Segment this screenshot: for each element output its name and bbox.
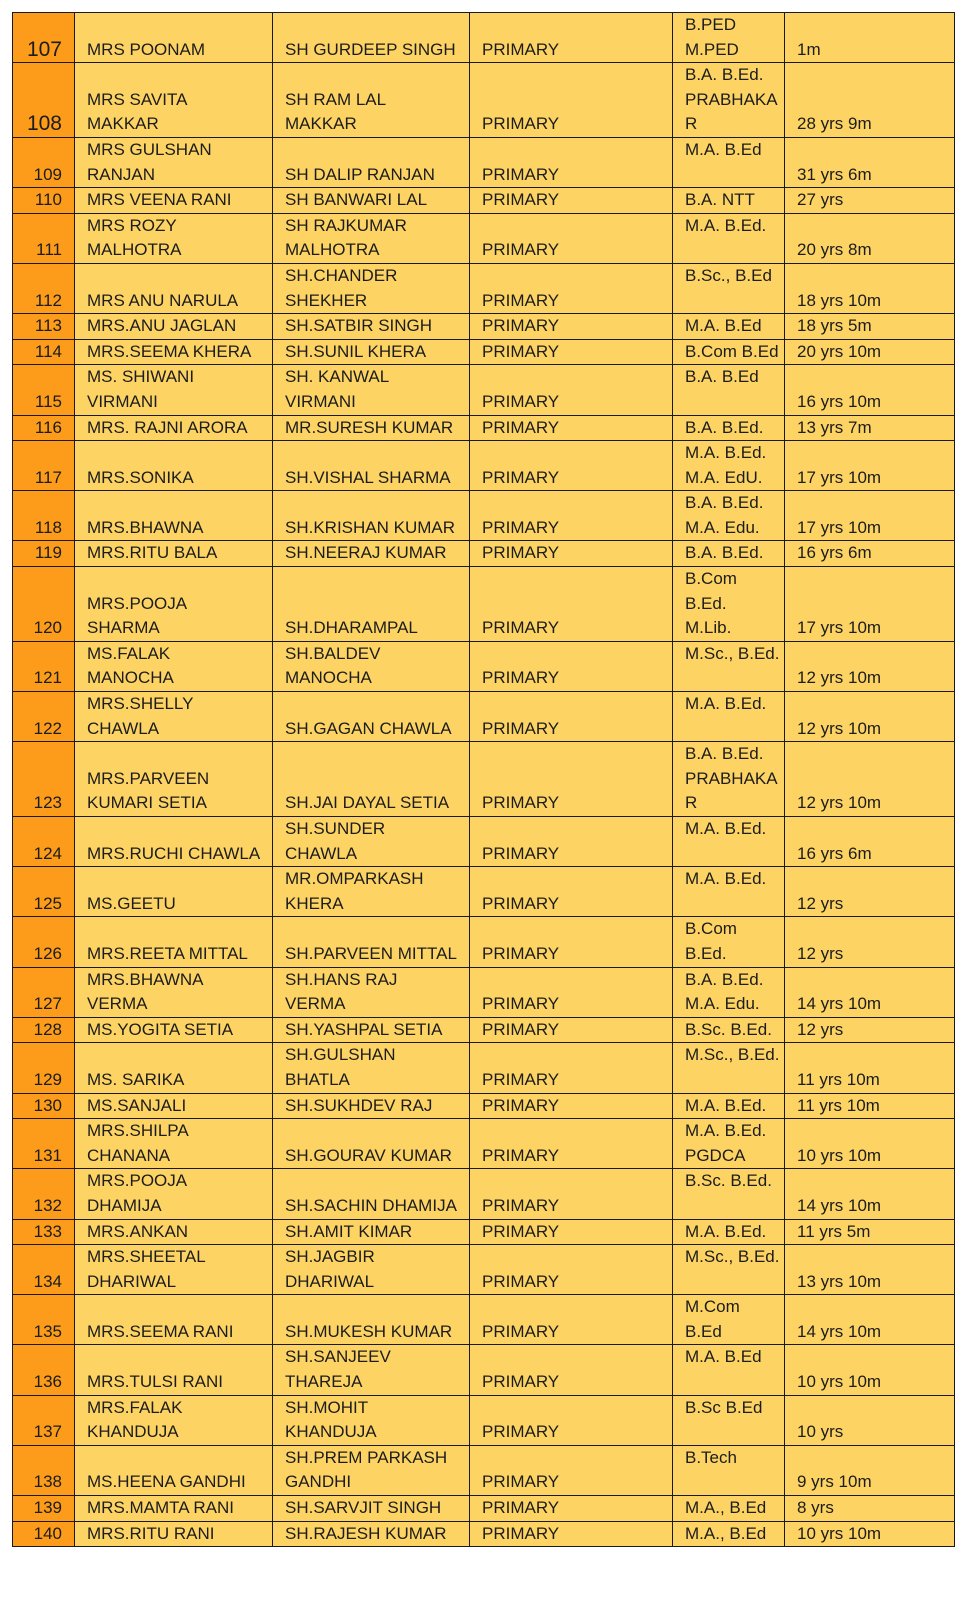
serial-number-cell: 120 <box>13 567 75 642</box>
table-row <box>13 742 955 817</box>
father-name-cell: SH.SATBIR SINGH <box>273 314 470 340</box>
experience-cell: 27 yrs <box>785 188 955 214</box>
experience-cell: 12 yrs <box>785 1017 955 1043</box>
father-name-cell: SH.SANJEEV THAREJA <box>273 1345 470 1395</box>
qualification-cell: M.A. B.Ed. PGDCA <box>673 1119 785 1169</box>
father-name-cell: SH.GAGAN CHAWLA <box>273 692 470 742</box>
table-row <box>13 213 955 263</box>
level-cell: PRIMARY <box>470 1119 673 1169</box>
serial-number-cell: 114 <box>13 339 75 365</box>
level-cell: PRIMARY <box>470 967 673 1017</box>
teacher-name-cell: MRS.SEEMA KHERA <box>75 339 273 365</box>
father-name-cell: SH.MOHIT KHANDUJA <box>273 1395 470 1445</box>
experience-cell: 20 yrs 8m <box>785 213 955 263</box>
experience-cell: 1m <box>785 13 955 63</box>
teacher-name-cell: MRS.ANU JAGLAN <box>75 314 273 340</box>
father-name-cell: MR.SURESH KUMAR <box>273 415 470 441</box>
level-cell: PRIMARY <box>470 263 673 313</box>
qualification-cell: B.A. B.Ed. PRABHAKA R <box>673 742 785 817</box>
experience-cell: 8 yrs <box>785 1496 955 1522</box>
father-name-cell: SH.SACHIN DHAMIJA <box>273 1169 470 1219</box>
father-name-cell: SH.HANS RAJ VERMA <box>273 967 470 1017</box>
serial-number-cell: 140 <box>13 1521 75 1547</box>
qualification-cell: M.A. B.Ed. M.A. EdU. <box>673 441 785 491</box>
father-name-cell: SH.MUKESH KUMAR <box>273 1295 470 1345</box>
experience-cell: 12 yrs <box>785 917 955 967</box>
teacher-name-cell: MRS ROZY MALHOTRA <box>75 213 273 263</box>
father-name-cell: SH.VISHAL SHARMA <box>273 441 470 491</box>
table-row <box>13 415 955 441</box>
table-row <box>13 1345 955 1395</box>
qualification-cell: B.Com B.Ed. M.Lib. <box>673 567 785 642</box>
serial-number-cell: 107 <box>13 13 75 63</box>
qualification-cell: M.A. B.Ed <box>673 1345 785 1395</box>
staff-table-body <box>13 13 955 1547</box>
experience-cell: 11 yrs 10m <box>785 1093 955 1119</box>
level-cell: PRIMARY <box>470 1496 673 1522</box>
experience-cell: 10 yrs 10m <box>785 1521 955 1547</box>
level-cell: PRIMARY <box>470 692 673 742</box>
table-row <box>13 263 955 313</box>
teacher-name-cell: MRS.SHILPA CHANANA <box>75 1119 273 1169</box>
serial-number-cell: 118 <box>13 491 75 541</box>
serial-number-cell: 135 <box>13 1295 75 1345</box>
experience-cell: 17 yrs 10m <box>785 491 955 541</box>
level-cell: PRIMARY <box>470 742 673 817</box>
serial-number-cell: 112 <box>13 263 75 313</box>
qualification-cell: B.A. B.Ed. <box>673 541 785 567</box>
level-cell: PRIMARY <box>470 541 673 567</box>
serial-number-cell: 113 <box>13 314 75 340</box>
teacher-name-cell: MRS.BHAWNA <box>75 491 273 541</box>
teacher-name-cell: MS.SANJALI <box>75 1093 273 1119</box>
father-name-cell: SH.CHANDER SHEKHER <box>273 263 470 313</box>
table-row <box>13 1043 955 1093</box>
table-row <box>13 817 955 867</box>
experience-cell: 18 yrs 10m <box>785 263 955 313</box>
teacher-name-cell: MRS VEENA RANI <box>75 188 273 214</box>
experience-cell: 9 yrs 10m <box>785 1445 955 1495</box>
teacher-name-cell: MRS.REETA MITTAL <box>75 917 273 967</box>
teacher-name-cell: MS.HEENA GANDHI <box>75 1445 273 1495</box>
teacher-name-cell: MS.FALAK MANOCHA <box>75 641 273 691</box>
table-row <box>13 541 955 567</box>
table-row <box>13 491 955 541</box>
serial-number-cell: 139 <box>13 1496 75 1522</box>
level-cell: PRIMARY <box>470 441 673 491</box>
father-name-cell: SH RAJKUMAR MALHOTRA <box>273 213 470 263</box>
qualification-cell: B.A. B.Ed. PRABHAKA R <box>673 63 785 138</box>
teacher-name-cell: MRS.ANKAN <box>75 1219 273 1245</box>
father-name-cell: SH.GOURAV KUMAR <box>273 1119 470 1169</box>
serial-number-cell: 131 <box>13 1119 75 1169</box>
level-cell: PRIMARY <box>470 1093 673 1119</box>
experience-cell: 12 yrs 10m <box>785 641 955 691</box>
teacher-name-cell: MRS.FALAK KHANDUJA <box>75 1395 273 1445</box>
experience-cell: 10 yrs 10m <box>785 1345 955 1395</box>
qualification-cell: M.A. B.Ed <box>673 137 785 187</box>
qualification-cell: M.A., B.Ed <box>673 1496 785 1522</box>
teacher-name-cell: MS.GEETU <box>75 867 273 917</box>
level-cell: PRIMARY <box>470 1445 673 1495</box>
experience-cell: 14 yrs 10m <box>785 1295 955 1345</box>
father-name-cell: SH.YASHPAL SETIA <box>273 1017 470 1043</box>
experience-cell: 13 yrs 7m <box>785 415 955 441</box>
experience-cell: 17 yrs 10m <box>785 441 955 491</box>
table-row <box>13 867 955 917</box>
experience-cell: 12 yrs <box>785 867 955 917</box>
table-row <box>13 1169 955 1219</box>
table-row <box>13 641 955 691</box>
qualification-cell: M.Sc., B.Ed. <box>673 1245 785 1295</box>
qualification-cell: M.A., B.Ed <box>673 1521 785 1547</box>
father-name-cell: SH.JAI DAYAL SETIA <box>273 742 470 817</box>
teacher-name-cell: MRS.POOJA SHARMA <box>75 567 273 642</box>
serial-number-cell: 117 <box>13 441 75 491</box>
serial-number-cell: 125 <box>13 867 75 917</box>
serial-number-cell: 129 <box>13 1043 75 1093</box>
serial-number-cell: 126 <box>13 917 75 967</box>
table-row <box>13 365 955 415</box>
table-row <box>13 1496 955 1522</box>
table-row <box>13 188 955 214</box>
experience-cell: 28 yrs 9m <box>785 63 955 138</box>
experience-cell: 16 yrs 6m <box>785 817 955 867</box>
level-cell: PRIMARY <box>470 213 673 263</box>
level-cell: PRIMARY <box>470 415 673 441</box>
father-name-cell: SH. KANWAL VIRMANI <box>273 365 470 415</box>
table-row <box>13 13 955 63</box>
table-row <box>13 441 955 491</box>
experience-cell: 17 yrs 10m <box>785 567 955 642</box>
qualification-cell: M.A. B.Ed. <box>673 1219 785 1245</box>
teacher-name-cell: MRS ANU NARULA <box>75 263 273 313</box>
qualification-cell: M.Sc., B.Ed. <box>673 641 785 691</box>
qualification-cell: B.A. B.Ed <box>673 365 785 415</box>
serial-number-cell: 136 <box>13 1345 75 1395</box>
father-name-cell: SH.BALDEV MANOCHA <box>273 641 470 691</box>
level-cell: PRIMARY <box>470 867 673 917</box>
level-cell: PRIMARY <box>470 917 673 967</box>
teacher-name-cell: MS. SARIKA <box>75 1043 273 1093</box>
qualification-cell: B.A. B.Ed. M.A. Edu. <box>673 967 785 1017</box>
serial-number-cell: 115 <box>13 365 75 415</box>
serial-number-cell: 128 <box>13 1017 75 1043</box>
teacher-name-cell: MRS. RAJNI ARORA <box>75 415 273 441</box>
experience-cell: 14 yrs 10m <box>785 967 955 1017</box>
table-row <box>13 1093 955 1119</box>
table-row <box>13 1395 955 1445</box>
father-name-cell: SH.DHARAMPAL <box>273 567 470 642</box>
teacher-name-cell: MS. SHIWANI VIRMANI <box>75 365 273 415</box>
experience-cell: 16 yrs 10m <box>785 365 955 415</box>
father-name-cell: SH.AMIT KIMAR <box>273 1219 470 1245</box>
experience-cell: 10 yrs <box>785 1395 955 1445</box>
table-row <box>13 1521 955 1547</box>
serial-number-cell: 122 <box>13 692 75 742</box>
father-name-cell: SH.SARVJIT SINGH <box>273 1496 470 1522</box>
experience-cell: 13 yrs 10m <box>785 1245 955 1295</box>
father-name-cell: SH.SUKHDEV RAJ <box>273 1093 470 1119</box>
table-row <box>13 137 955 187</box>
level-cell: PRIMARY <box>470 1295 673 1345</box>
level-cell: PRIMARY <box>470 567 673 642</box>
teacher-name-cell: MRS.SONIKA <box>75 441 273 491</box>
qualification-cell: B.Com B.Ed. <box>673 917 785 967</box>
serial-number-cell: 116 <box>13 415 75 441</box>
father-name-cell: SH GURDEEP SINGH <box>273 13 470 63</box>
father-name-cell: SH.KRISHAN KUMAR <box>273 491 470 541</box>
experience-cell: 18 yrs 5m <box>785 314 955 340</box>
father-name-cell: MR.OMPARKASH KHERA <box>273 867 470 917</box>
serial-number-cell: 130 <box>13 1093 75 1119</box>
level-cell: PRIMARY <box>470 1345 673 1395</box>
teacher-name-cell: MRS.SEEMA RANI <box>75 1295 273 1345</box>
qualification-cell: M.A. B.Ed. <box>673 867 785 917</box>
serial-number-cell: 138 <box>13 1445 75 1495</box>
father-name-cell: SH.RAJESH KUMAR <box>273 1521 470 1547</box>
experience-cell: 11 yrs 10m <box>785 1043 955 1093</box>
teacher-name-cell: MRS.TULSI RANI <box>75 1345 273 1395</box>
experience-cell: 20 yrs 10m <box>785 339 955 365</box>
serial-number-cell: 121 <box>13 641 75 691</box>
experience-cell: 11 yrs 5m <box>785 1219 955 1245</box>
father-name-cell: SH DALIP RANJAN <box>273 137 470 187</box>
serial-number-cell: 111 <box>13 213 75 263</box>
qualification-cell: B.A. NTT <box>673 188 785 214</box>
teacher-name-cell: MRS.RITU BALA <box>75 541 273 567</box>
qualification-cell: B.Sc B.Ed <box>673 1395 785 1445</box>
table-row <box>13 1017 955 1043</box>
serial-number-cell: 127 <box>13 967 75 1017</box>
qualification-cell: M.A. B.Ed <box>673 314 785 340</box>
qualification-cell: M.Com B.Ed <box>673 1295 785 1345</box>
teacher-name-cell: MRS.SHEETAL DHARIWAL <box>75 1245 273 1295</box>
experience-cell: 10 yrs 10m <box>785 1119 955 1169</box>
teacher-name-cell: MRS.POOJA DHAMIJA <box>75 1169 273 1219</box>
qualification-cell: B.Sc. B.Ed. <box>673 1169 785 1219</box>
table-row <box>13 1119 955 1169</box>
qualification-cell: M.A. B.Ed. <box>673 213 785 263</box>
experience-cell: 31 yrs 6m <box>785 137 955 187</box>
serial-number-cell: 133 <box>13 1219 75 1245</box>
level-cell: PRIMARY <box>470 641 673 691</box>
qualification-cell: M.Sc., B.Ed. <box>673 1043 785 1093</box>
staff-table <box>12 12 955 1547</box>
level-cell: PRIMARY <box>470 1043 673 1093</box>
teacher-name-cell: MRS.BHAWNA VERMA <box>75 967 273 1017</box>
teacher-name-cell: MRS.RITU RANI <box>75 1521 273 1547</box>
teacher-name-cell: MRS GULSHAN RANJAN <box>75 137 273 187</box>
table-row <box>13 1295 955 1345</box>
experience-cell: 16 yrs 6m <box>785 541 955 567</box>
experience-cell: 12 yrs 10m <box>785 692 955 742</box>
table-row <box>13 314 955 340</box>
table-row <box>13 1219 955 1245</box>
father-name-cell: SH.SUNDER CHAWLA <box>273 817 470 867</box>
level-cell: PRIMARY <box>470 1017 673 1043</box>
father-name-cell: SH BANWARI LAL <box>273 188 470 214</box>
serial-number-cell: 124 <box>13 817 75 867</box>
father-name-cell: SH.SUNIL KHERA <box>273 339 470 365</box>
table-row <box>13 692 955 742</box>
qualification-cell: B.A. B.Ed. M.A. Edu. <box>673 491 785 541</box>
qualification-cell: M.A. B.Ed. <box>673 1093 785 1119</box>
level-cell: PRIMARY <box>470 1219 673 1245</box>
qualification-cell: B.A. B.Ed. <box>673 415 785 441</box>
qualification-cell: B.Sc. B.Ed. <box>673 1017 785 1043</box>
teacher-name-cell: MRS.PARVEEN KUMARI SETIA <box>75 742 273 817</box>
level-cell: PRIMARY <box>470 339 673 365</box>
level-cell: PRIMARY <box>470 63 673 138</box>
level-cell: PRIMARY <box>470 1245 673 1295</box>
father-name-cell: SH.GULSHAN BHATLA <box>273 1043 470 1093</box>
level-cell: PRIMARY <box>470 13 673 63</box>
teacher-name-cell: MRS.SHELLY CHAWLA <box>75 692 273 742</box>
father-name-cell: SH.PREM PARKASH GANDHI <box>273 1445 470 1495</box>
level-cell: PRIMARY <box>470 1521 673 1547</box>
serial-number-cell: 137 <box>13 1395 75 1445</box>
level-cell: PRIMARY <box>470 1395 673 1445</box>
father-name-cell: SH.JAGBIR DHARIWAL <box>273 1245 470 1295</box>
level-cell: PRIMARY <box>470 314 673 340</box>
experience-cell: 14 yrs 10m <box>785 1169 955 1219</box>
qualification-cell: B.Sc., B.Ed <box>673 263 785 313</box>
teacher-name-cell: MRS.MAMTA RANI <box>75 1496 273 1522</box>
level-cell: PRIMARY <box>470 137 673 187</box>
table-row <box>13 1445 955 1495</box>
serial-number-cell: 123 <box>13 742 75 817</box>
table-row <box>13 967 955 1017</box>
father-name-cell: SH.PARVEEN MITTAL <box>273 917 470 967</box>
serial-number-cell: 108 <box>13 63 75 138</box>
table-row <box>13 567 955 642</box>
teacher-name-cell: MS.YOGITA SETIA <box>75 1017 273 1043</box>
serial-number-cell: 119 <box>13 541 75 567</box>
qualification-cell: B.Com B.Ed <box>673 339 785 365</box>
level-cell: PRIMARY <box>470 188 673 214</box>
staff-table-container <box>12 12 954 1547</box>
qualification-cell: M.A. B.Ed. <box>673 692 785 742</box>
table-row <box>13 339 955 365</box>
level-cell: PRIMARY <box>470 365 673 415</box>
father-name-cell: SH.NEERAJ KUMAR <box>273 541 470 567</box>
level-cell: PRIMARY <box>470 817 673 867</box>
level-cell: PRIMARY <box>470 1169 673 1219</box>
father-name-cell: SH RAM LAL MAKKAR <box>273 63 470 138</box>
teacher-name-cell: MRS SAVITA MAKKAR <box>75 63 273 138</box>
serial-number-cell: 132 <box>13 1169 75 1219</box>
table-row <box>13 63 955 138</box>
qualification-cell: B.Tech <box>673 1445 785 1495</box>
serial-number-cell: 134 <box>13 1245 75 1295</box>
table-row <box>13 917 955 967</box>
qualification-cell: M.A. B.Ed. <box>673 817 785 867</box>
experience-cell: 12 yrs 10m <box>785 742 955 817</box>
serial-number-cell: 110 <box>13 188 75 214</box>
teacher-name-cell: MRS.RUCHI CHAWLA <box>75 817 273 867</box>
qualification-cell: B.PED M.PED <box>673 13 785 63</box>
level-cell: PRIMARY <box>470 491 673 541</box>
table-row <box>13 1245 955 1295</box>
teacher-name-cell: MRS POONAM <box>75 13 273 63</box>
serial-number-cell: 109 <box>13 137 75 187</box>
